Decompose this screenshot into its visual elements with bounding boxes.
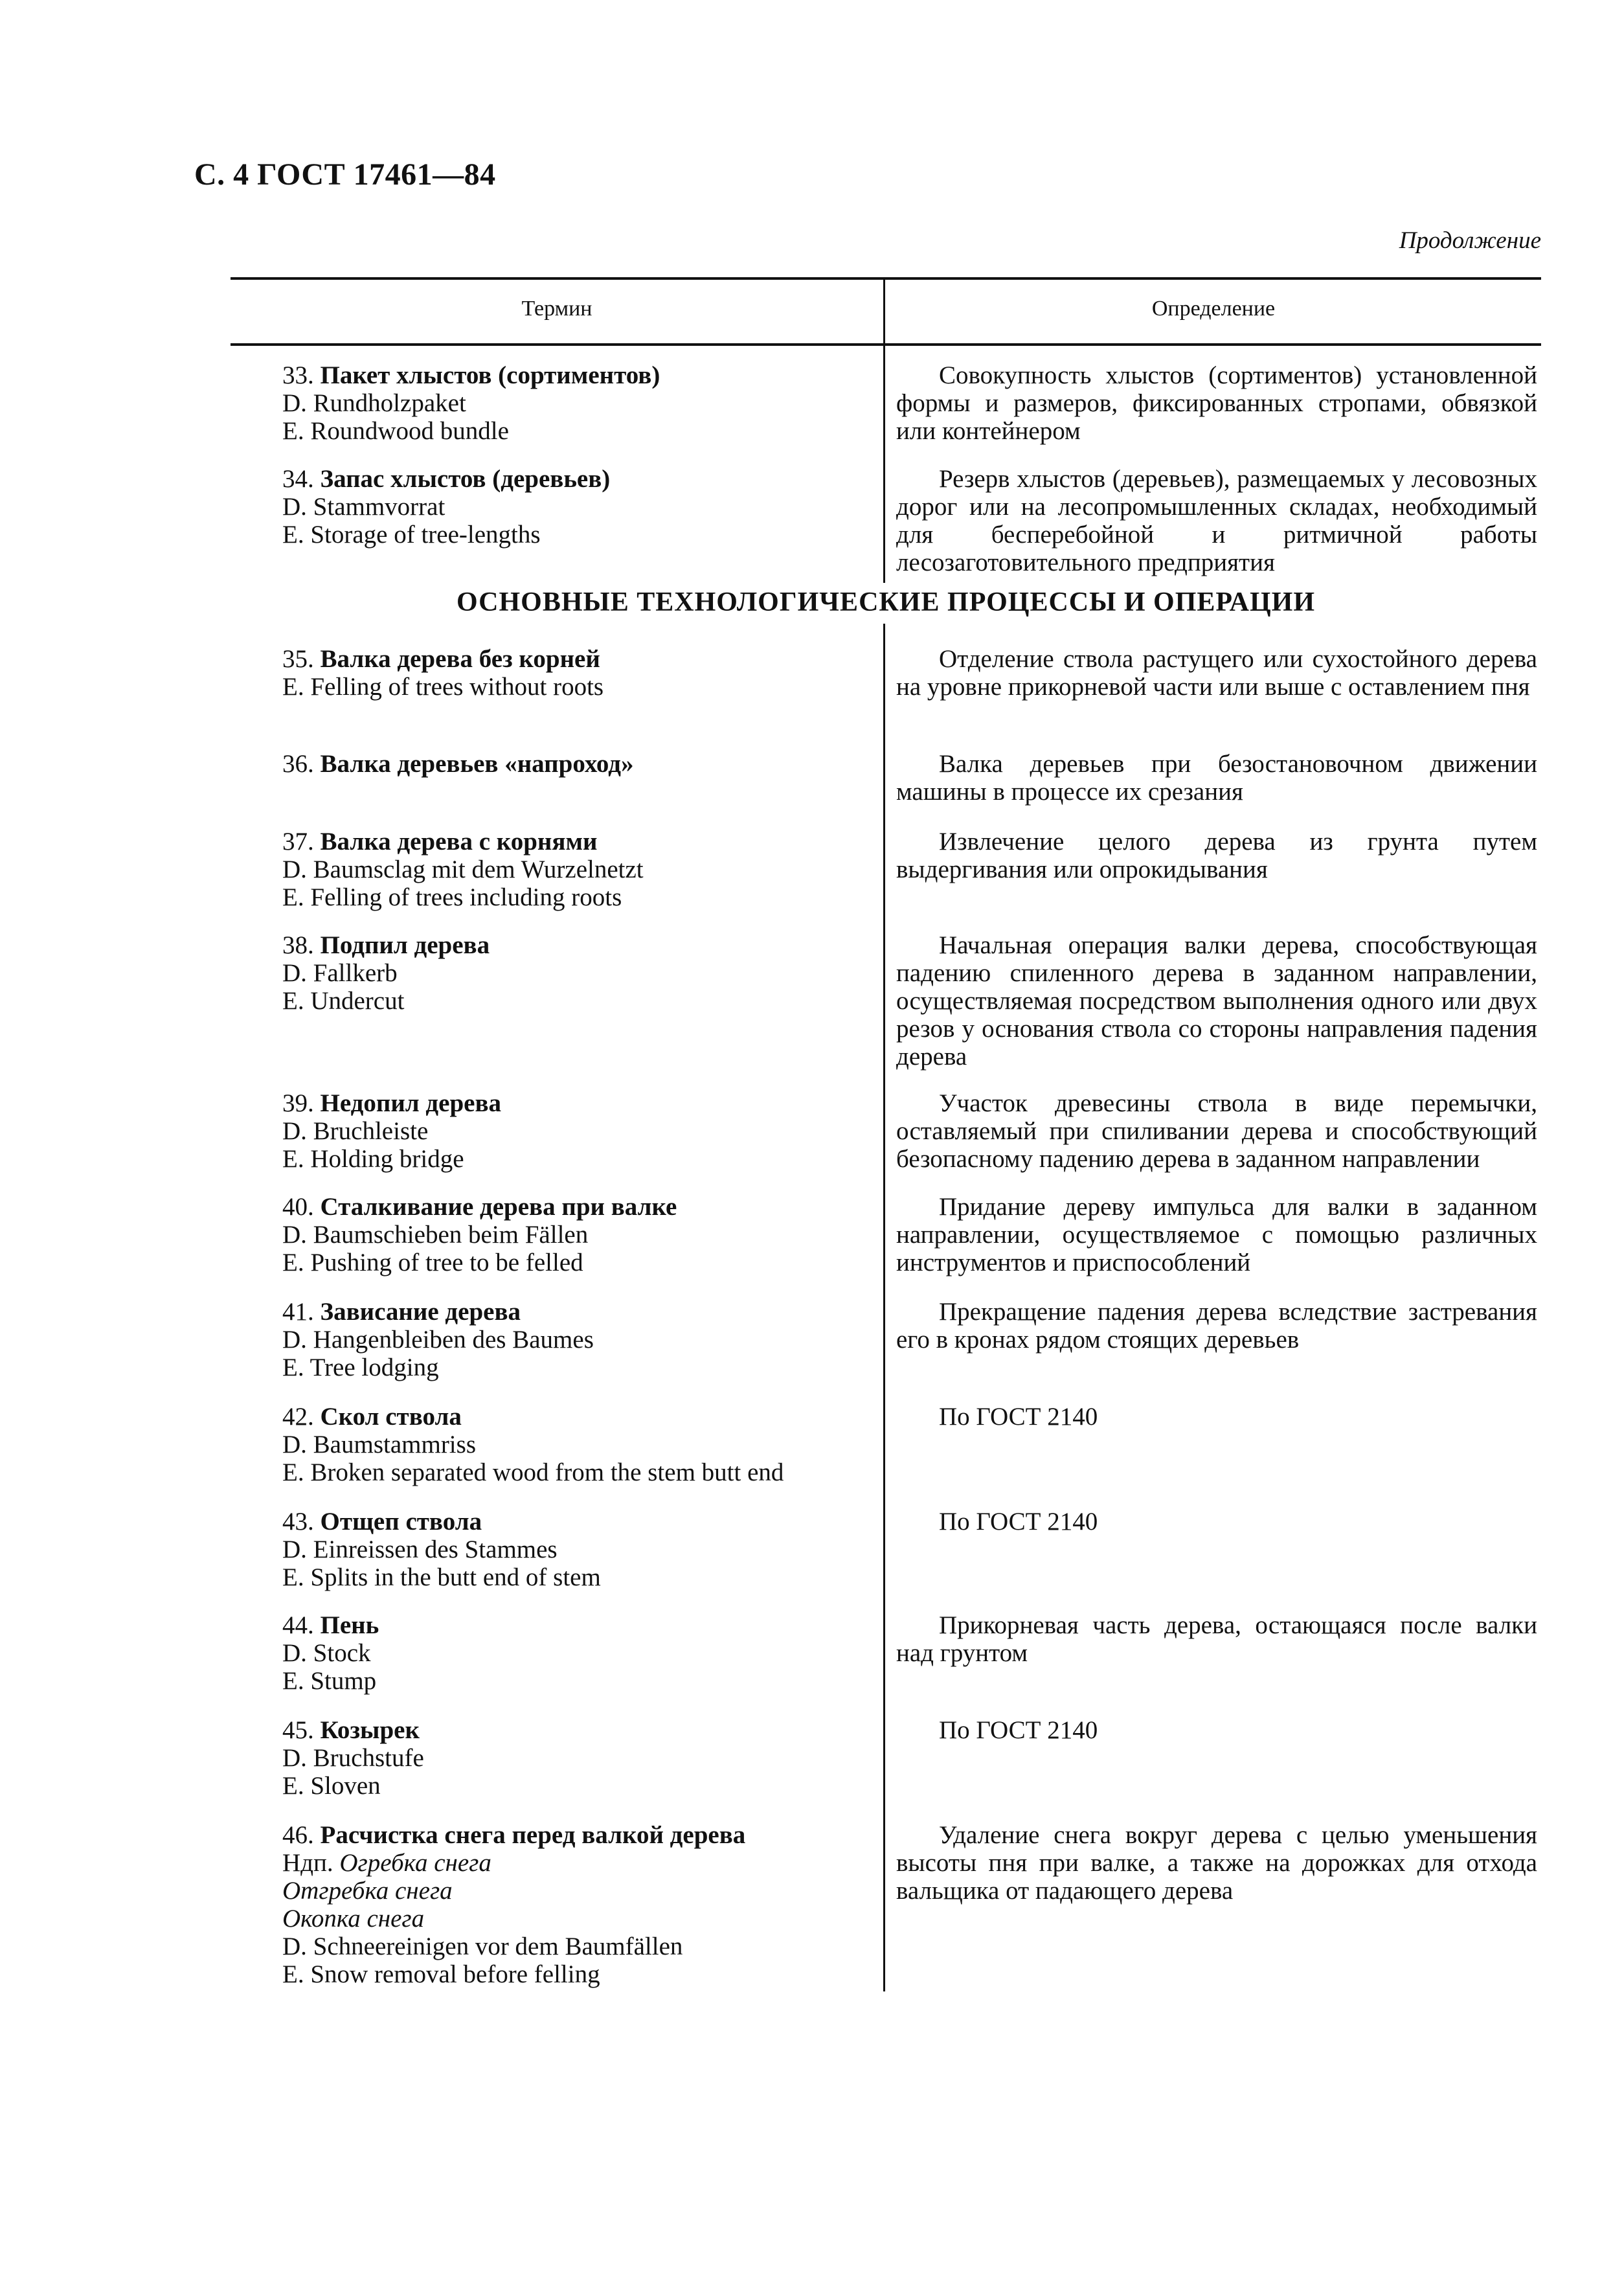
term-translation: E. Felling of trees without roots <box>282 673 604 701</box>
term-translation: D. Rundholzpaket <box>282 389 466 417</box>
ndp-term: Огребка снега <box>339 1849 491 1877</box>
term-name: Расчистка снега перед валкой дерева <box>320 1821 746 1849</box>
term-cell <box>282 1089 872 1173</box>
term-cell <box>282 361 872 445</box>
term-translation: E. Snow removal before felling <box>282 1960 600 1988</box>
term-number: 46. <box>282 1821 314 1849</box>
term-number: 38. <box>282 931 314 959</box>
term-name: Зависание дерева <box>320 1298 521 1326</box>
term-cell <box>282 465 872 549</box>
term-cell <box>282 1821 872 1988</box>
ndp-term: Отгребка снега <box>282 1877 453 1905</box>
definition-cell: Резерв хлыстов (деревьев), размещаемых у лесовозных дорог или на лесопромышленных складах, необходимый для бесперебойной и ритмичной работы лесозаготовительного предприятия <box>896 465 1537 576</box>
term-cell <box>282 1298 872 1381</box>
term-cell <box>282 645 872 701</box>
term-translation: D. Fallkerb <box>282 959 398 987</box>
definition-cell: Придание дереву импульса для валки в заданном направлении, осуществляемое с помощью различных инструментов и приспособлений <box>896 1193 1537 1276</box>
term-name: Валка дерева с корнями <box>320 828 598 856</box>
definition-cell: Валка деревьев при безостановочном движении машины в процессе их срезания <box>896 750 1537 806</box>
term-number: 42. <box>282 1403 314 1431</box>
term-translation: E. Tree lodging <box>282 1354 439 1381</box>
term-name: Козырек <box>320 1716 420 1744</box>
column-header-term: Термин <box>521 297 592 321</box>
definition-cell: Участок древесины ствола в виде перемычки, оставляемый при спиливании дерева и способствующий безопасному падению дерева в заданном направлении <box>896 1089 1537 1173</box>
term-translation: E. Stump <box>282 1667 377 1695</box>
term-cell <box>282 1403 872 1486</box>
definition-cell: Извлечение целого дерева из грунта путем выдергивания или опрокидывания <box>896 828 1537 883</box>
term-cell <box>282 750 872 778</box>
term-translation: D. Baumsclag mit dem Wurzelnetzt <box>282 856 644 883</box>
term-translation: E. Holding bridge <box>282 1145 464 1173</box>
column-header-definition: Определение <box>1151 297 1276 321</box>
term-name: Валка деревьев «напроход» <box>320 750 634 778</box>
term-cell <box>282 828 872 911</box>
term-translation: E. Sloven <box>282 1772 381 1800</box>
section-title: ОСНОВНЫЕ ТЕХНОЛОГИЧЕСКИЕ ПРОЦЕССЫ И ОПЕРАЦИИ <box>456 587 1316 617</box>
term-name: Подпил дерева <box>320 931 490 959</box>
term-number: 37. <box>282 828 314 856</box>
term-name: Скол ствола <box>320 1403 462 1431</box>
table-header-rule <box>231 343 1541 346</box>
definition-cell: Прикорневая часть дерева, остающаяся после валки над грунтом <box>896 1611 1537 1667</box>
term-number: 36. <box>282 750 314 778</box>
term-translation: E. Undercut <box>282 987 405 1015</box>
term-cell <box>282 1193 872 1276</box>
term-number: 39. <box>282 1089 314 1117</box>
term-number: 40. <box>282 1193 314 1221</box>
term-number: 41. <box>282 1298 314 1326</box>
terms-table <box>231 277 1541 1991</box>
term-translation: E. Pushing of tree to be felled <box>282 1249 583 1276</box>
term-number: 34. <box>282 465 314 493</box>
term-translation: D. Baumstammriss <box>282 1431 476 1458</box>
term-name: Запас хлыстов (деревьев) <box>320 465 611 493</box>
term-translation: D. Baumschieben beim Fällen <box>282 1221 589 1249</box>
column-divider <box>883 277 885 583</box>
definition-cell: Начальная операция валки дерева, способствующая падению спиленного дерева в заданном направлении, осуществляемая посредством выполнения одного или двух резов у основания ствола со стороны направления падения дерева <box>896 931 1537 1071</box>
table-top-rule <box>231 277 1541 280</box>
term-translation: E. Roundwood bundle <box>282 417 509 445</box>
term-translation: D. Schneereinigen vor dem Baumfällen <box>282 1933 683 1960</box>
term-translation: D. Hangenbleiben des Baumes <box>282 1326 594 1354</box>
term-translation: D. Einreissen des Stammes <box>282 1536 558 1563</box>
term-translation: E. Felling of trees including roots <box>282 883 622 911</box>
term-translation: E. Storage of tree-lengths <box>282 521 541 549</box>
ndp-term: Окопка снега <box>282 1905 425 1933</box>
term-number: 44. <box>282 1611 314 1639</box>
continuation-label: Продолжение <box>1399 227 1541 254</box>
definition-cell: По ГОСТ 2140 <box>939 1716 1098 1744</box>
term-number: 45. <box>282 1716 314 1744</box>
term-number: 33. <box>282 361 314 389</box>
term-number: 43. <box>282 1508 314 1536</box>
definition-cell: По ГОСТ 2140 <box>939 1508 1098 1536</box>
page-header: С. 4 ГОСТ 17461—84 <box>194 157 496 192</box>
definition-cell: Отделение ствола растущего или сухостойного дерева на уровне прикорневой части или выше с оставлением пня <box>896 645 1537 701</box>
term-translation: D. Bruchleiste <box>282 1117 429 1145</box>
definition-cell: Совокупность хлыстов (сортиментов) установленной формы и размеров, фиксированных стропами, обвязкой или контейнером <box>896 361 1537 445</box>
definition-cell: По ГОСТ 2140 <box>939 1403 1098 1431</box>
ndp-label: Ндп. <box>282 1849 333 1877</box>
term-translation: D. Bruchstufe <box>282 1744 424 1772</box>
column-divider <box>883 624 885 1991</box>
definition-cell: Удаление снега вокруг дерева с целью уменьшения высоты пня при валке, а также на дорожках для отхода вальщика от падающего дерева <box>896 1821 1537 1905</box>
term-cell <box>282 1716 872 1800</box>
term-translation: E. Broken separated wood from the stem butt end <box>282 1458 784 1486</box>
term-cell <box>282 1508 872 1591</box>
term-name: Отщеп ствола <box>320 1508 482 1536</box>
term-translation: E. Splits in the butt end of stem <box>282 1563 601 1591</box>
term-translation: D. Stammvorrat <box>282 493 445 521</box>
term-name: Сталкивание дерева при валке <box>320 1193 677 1221</box>
term-number: 35. <box>282 645 314 673</box>
term-name: Недопил дерева <box>320 1089 502 1117</box>
term-translation: D. Stock <box>282 1639 371 1667</box>
term-name: Пень <box>320 1611 379 1639</box>
definition-cell: Прекращение падения дерева вследствие застревания его в кронах рядом стоящих деревьев <box>896 1298 1537 1354</box>
term-cell <box>282 931 872 1015</box>
term-name: Валка дерева без корней <box>320 645 600 673</box>
term-cell <box>282 1611 872 1695</box>
term-name: Пакет хлыстов (сортиментов) <box>320 361 660 389</box>
